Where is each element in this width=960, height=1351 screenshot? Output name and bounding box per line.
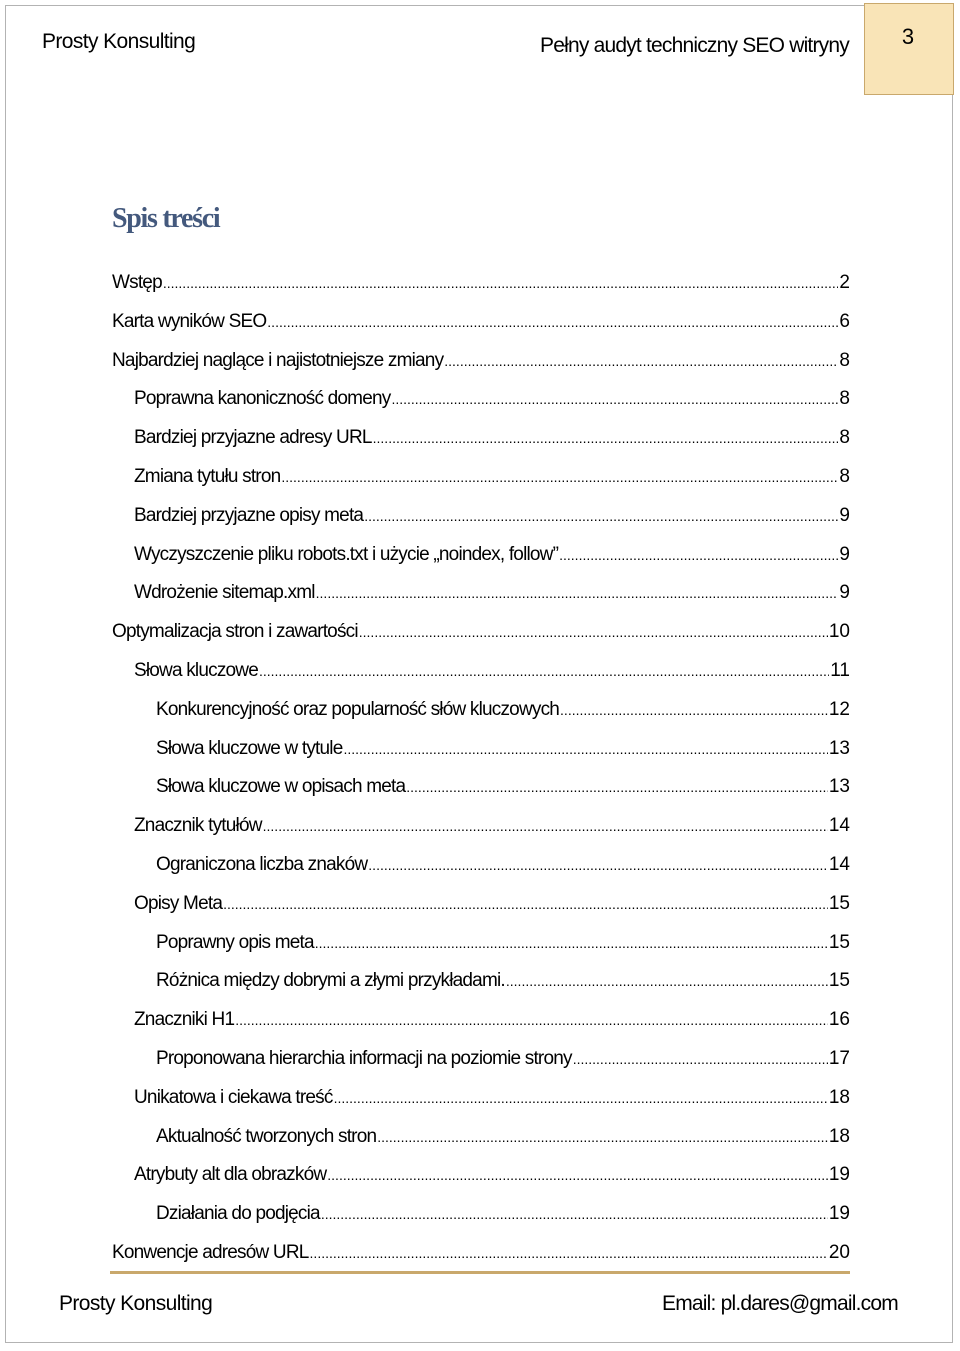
toc-entry[interactable] [134, 1162, 850, 1188]
header-company: Prosty Konsulting [42, 30, 196, 53]
toc-dot-leader [267, 309, 838, 335]
toc-entry[interactable] [134, 503, 850, 529]
footer-company: Prosty Konsulting [59, 1292, 213, 1315]
toc-entry-page: 14 [828, 815, 850, 836]
toc-dot-leader [259, 658, 829, 684]
toc-entry-page: 9 [839, 505, 850, 526]
toc-entry-text: Najbardziej naglące i najistotniejsze zmiany [112, 350, 444, 371]
toc-entry-text: Różnica między dobrymi a złymi przykładami. [156, 970, 505, 991]
toc-entry-text: Konwencje adresów URL [112, 1242, 309, 1263]
toc-entry-page: 19 [828, 1164, 850, 1185]
toc-entry-page: 9 [839, 544, 850, 565]
toc-entry[interactable] [156, 1124, 850, 1150]
toc-dot-leader [368, 852, 828, 878]
toc-entry-text: Aktualność tworzonych stron [156, 1126, 377, 1147]
toc-dot-leader [406, 774, 828, 800]
toc-entry-text: Proponowana hierarchia informacji na poziomie strony [156, 1048, 572, 1069]
toc-dot-leader [310, 1240, 828, 1266]
toc-entry-text: Wstęp [112, 272, 162, 293]
toc-title: Spis treści [112, 203, 220, 234]
toc-entry[interactable] [134, 464, 850, 490]
toc-dot-leader [327, 1162, 828, 1188]
toc-dot-leader [343, 736, 827, 762]
toc-entry[interactable] [112, 1240, 850, 1266]
toc-entry-page: 18 [828, 1126, 850, 1147]
header-document-title: Pełny audyt techniczny SEO witryny [540, 34, 849, 57]
toc-dot-leader [444, 348, 838, 374]
toc-entry-text: Poprawny opis meta [156, 932, 314, 953]
toc-entry-text: Słowa kluczowe w tytule [156, 738, 343, 759]
toc-entry-text: Bardziej przyjazne adresy URL [134, 427, 372, 448]
toc-entry-text: Optymalizacja stron i zawartości [112, 621, 358, 642]
toc-entry-page: 18 [828, 1087, 850, 1108]
footer-email: Email: pl.dares@gmail.com [662, 1292, 898, 1315]
toc-entry-text: Słowa kluczowe [134, 660, 258, 681]
toc-entry-text: Wdrożenie sitemap.xml [134, 582, 315, 603]
toc-entry[interactable] [134, 386, 850, 412]
toc-entry-text: Zmiana tytułu stron [134, 466, 281, 487]
toc-entry[interactable] [134, 425, 850, 451]
toc-entry[interactable] [156, 968, 850, 994]
toc-dot-leader [316, 580, 839, 606]
toc-dot-leader [559, 542, 838, 568]
toc-entry-page: 8 [839, 350, 850, 371]
toc-entry-page: 8 [839, 466, 850, 487]
toc-entry-page: 8 [839, 427, 850, 448]
toc-entry[interactable] [112, 348, 850, 374]
toc-entry-text: Słowa kluczowe w opisach meta [156, 776, 406, 797]
toc-entry-page: 15 [828, 932, 850, 953]
toc-entry[interactable] [156, 697, 850, 723]
toc-entry-page: 12 [828, 699, 850, 720]
toc-entry-page: 2 [839, 272, 850, 293]
toc-entry[interactable] [156, 774, 850, 800]
toc-dot-leader [223, 891, 828, 917]
toc-entry-page: 17 [828, 1048, 850, 1069]
toc-entry-text: Poprawna kanoniczność domeny [134, 388, 391, 409]
toc-entry-text: Unikatowa i ciekawa treść [134, 1087, 333, 1108]
toc-entry[interactable] [156, 852, 850, 878]
toc-entry[interactable] [156, 1046, 850, 1072]
toc-entry[interactable] [112, 270, 850, 296]
toc-entry[interactable] [134, 813, 850, 839]
toc-dot-leader [235, 1007, 828, 1033]
toc-entry[interactable] [112, 619, 850, 645]
toc-entry[interactable] [134, 542, 850, 568]
toc-entry-page: 10 [828, 621, 850, 642]
toc-entry-page: 19 [828, 1203, 850, 1224]
toc-dot-leader [373, 425, 839, 451]
toc-entry[interactable] [134, 1085, 850, 1111]
footer-divider [110, 1271, 850, 1274]
toc-dot-leader [334, 1085, 828, 1111]
toc-entry-text: Konkurencyjność oraz popularność słów kluczowych [156, 699, 560, 720]
toc-dot-leader [321, 1201, 828, 1227]
toc-dot-leader [506, 968, 828, 994]
toc-dot-leader [281, 464, 838, 490]
toc-entry[interactable] [156, 930, 850, 956]
toc-entry-page: 16 [828, 1009, 850, 1030]
toc-entry-text: Znacznik tytułów [134, 815, 262, 836]
toc-dot-leader [560, 697, 828, 723]
toc-dot-leader [364, 503, 838, 529]
toc-entry-page: 9 [839, 582, 850, 603]
toc-entry[interactable] [112, 309, 850, 335]
toc-entry-page: 6 [839, 311, 850, 332]
toc-entry-text: Znaczniki H1 [134, 1009, 235, 1030]
toc-entry[interactable] [134, 658, 850, 684]
toc-dot-leader [315, 930, 828, 956]
toc-entry-page: 13 [828, 738, 850, 759]
toc-entry-text: Bardziej przyjazne opisy meta [134, 505, 364, 526]
toc-dot-leader [377, 1124, 828, 1150]
toc-entry-page: 13 [828, 776, 850, 797]
toc-entry[interactable] [134, 580, 850, 606]
toc-entry-text: Karta wyników SEO [112, 311, 267, 332]
toc-entry[interactable] [156, 736, 850, 762]
toc-entry-text: Atrybuty alt dla obrazków [134, 1164, 327, 1185]
toc-dot-leader [573, 1046, 828, 1072]
toc-entry-page: 15 [828, 970, 850, 991]
toc-entry-text: Działania do podjęcia [156, 1203, 320, 1224]
toc-entry-text: Opisy Meta [134, 893, 223, 914]
toc-entry-text: Wyczyszczenie pliku robots.txt i użycie „noindex, follow” [134, 544, 559, 565]
toc-entry[interactable] [134, 1007, 850, 1033]
toc-dot-leader [263, 813, 828, 839]
toc-dot-leader [163, 270, 839, 296]
toc-entry-page: 15 [828, 893, 850, 914]
page-number: 3 [901, 24, 915, 49]
toc-entry[interactable] [156, 1201, 850, 1227]
toc-entry-page: 8 [839, 388, 850, 409]
toc-entry-page: 11 [830, 660, 850, 681]
toc-entry[interactable] [134, 891, 850, 917]
toc-entry-page: 20 [828, 1242, 850, 1263]
toc-dot-leader [391, 386, 838, 412]
toc-entry-page: 14 [828, 854, 850, 875]
toc-entry-text: Ograniczona liczba znaków [156, 854, 368, 875]
toc-dot-leader [359, 619, 828, 645]
page-number-box [864, 3, 954, 95]
